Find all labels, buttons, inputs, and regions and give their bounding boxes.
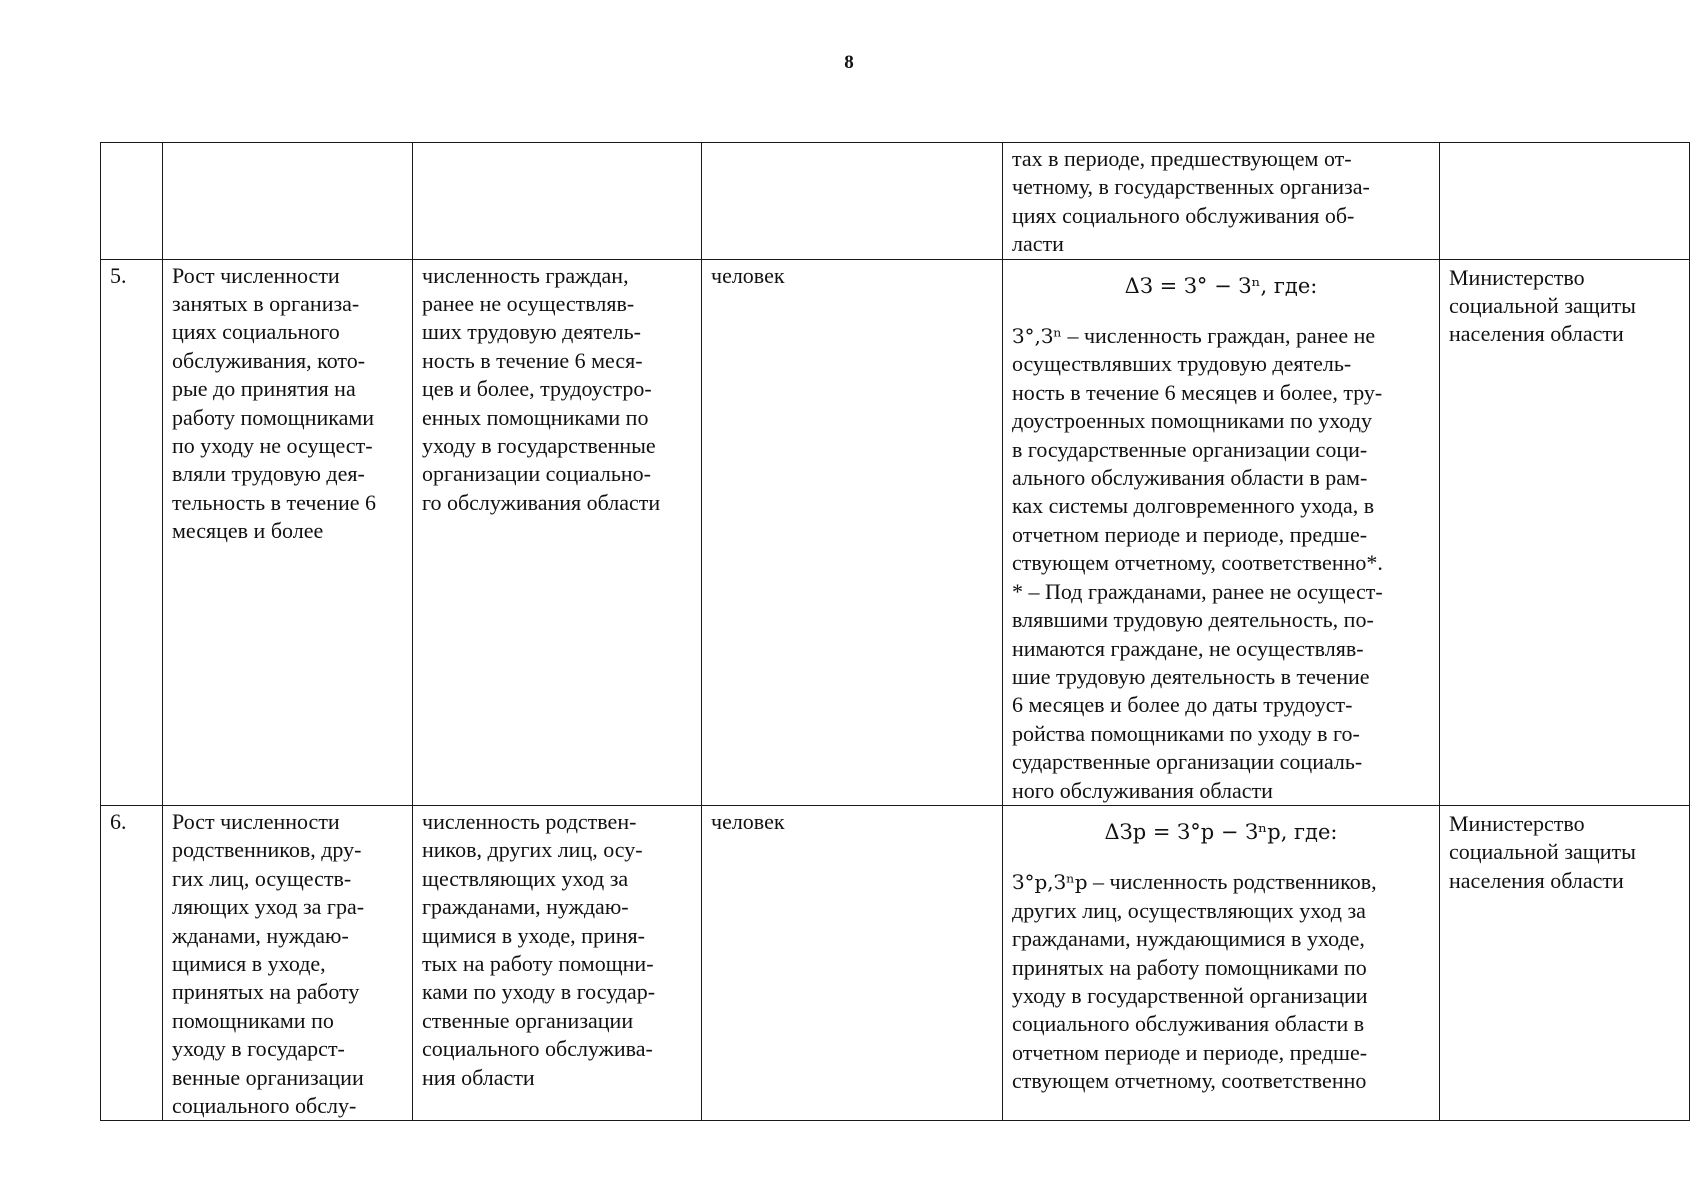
table-row [101,143,1690,260]
text-line: ществляющих уход за [422,865,629,891]
text-line: в государственные организации соци- [1012,436,1368,462]
formula: ΔЗ = З° − Зⁿ, где: [1124,273,1318,298]
text-line: организации социально- [422,461,651,487]
text-line: работу помощниками [172,404,375,430]
definition-cell [413,259,702,805]
text-line: гих лиц, осуществ- [172,865,352,891]
page-number: 8 [844,52,854,73]
text-line: ляющих уход за гра- [172,894,365,920]
text-line: З°,Зⁿ – численность граждан, ранее не [1012,323,1376,349]
text-line: социального обслужива- [422,1036,653,1062]
text-line: ников, других лиц, осу- [422,837,643,863]
text-line: ния области [422,1064,535,1090]
text-line: ройства помощниками по уходу в го- [1012,720,1360,746]
text-line: принятых на работу [172,979,360,1005]
text-line: венные организации [172,1064,364,1090]
text-line: ствующем отчетному, соответственно [1012,1068,1367,1094]
num-cell [101,143,163,260]
text-line: ками по уходу в государ- [422,979,656,1005]
text-line: уходу в государственные [422,433,656,459]
text-line: населения области [1449,321,1624,347]
text-line: влявшими трудовую деятельность, по- [1012,607,1374,633]
text-line: ранее не осуществляв- [422,291,635,317]
text-line: обслуживания, кото- [172,347,366,373]
text-line: социального обслуживания области в [1012,1011,1365,1037]
text-line: ших трудовую деятель- [422,319,641,345]
text-line: населения области [1449,867,1624,893]
unit-cell [702,143,1003,260]
method-cell [1003,805,1440,1120]
name-cell [163,259,413,805]
text-line: численность родствен- [422,808,637,834]
text-line: Рост численности [172,262,340,288]
text-line: гражданами, нуждаю- [422,894,629,920]
text-line: осуществлявших трудовую деятель- [1012,351,1352,377]
text-line: жданами, нуждаю- [172,922,349,948]
table-row [101,259,1690,805]
text-line: уходу в государственной организации [1012,982,1368,1008]
definition-cell [413,143,702,260]
text-line: рые до принятия на [172,376,356,402]
text-line: ласти [1012,231,1064,257]
text-line: четному, в государственных организа- [1012,174,1370,200]
text-line: Министерство [1449,264,1585,290]
num-cell: 5. [101,259,163,805]
text-line: уходу в государст- [172,1036,345,1062]
text-line: тельность в течение 6 [172,489,376,515]
text-line: цев и более, трудоустро- [422,376,652,402]
text-line: нимаются граждане, не осуществляв- [1012,635,1364,661]
text-line: ность в течение 6 меся- [422,347,643,373]
text-line: циях социального [172,319,340,345]
text-line: Рост численности [172,808,340,834]
text-line: отчетном периоде и периоде, предше- [1012,521,1368,547]
name-cell [163,805,413,1120]
text-line: социальной защиты [1449,839,1636,865]
formula: ΔЗр = З°р − Зⁿр, где: [1104,819,1338,844]
text-line: доустроенных помощниками по уходу [1012,408,1372,434]
text-line: месяцев и более [172,518,324,544]
unit-cell: человек [702,805,1003,1120]
text-line: гражданами, нуждающимися в уходе, [1012,926,1365,952]
text-line: * – Под гражданами, ранее не осущест- [1012,578,1383,604]
text-line: вляли трудовую дея- [172,461,365,487]
text-line: тых на работу помощни- [422,950,654,976]
text-line: З°р,Зⁿр – численность родственников, [1012,869,1377,895]
text-line: других лиц, осуществляющих уход за [1012,897,1366,923]
text-line: ках системы долговременного ухода, в [1012,493,1375,519]
text-line: тах в периоде, предшествующем от- [1012,146,1352,171]
table-row [101,805,1690,1120]
text-line: енных помощниками по [422,404,649,430]
method-cell [1003,143,1440,260]
text-line: ального обслуживания области в рам- [1012,465,1368,491]
text-line: щимися в уходе, приня- [422,922,645,948]
text-line: родственников, дру- [172,837,362,863]
text-line: по уходу не осущест- [172,433,373,459]
formula-vars: З°р,Зⁿр [1012,870,1088,895]
text-line: ственные организации [422,1007,634,1033]
text-line: Министерство [1449,810,1585,836]
text-line: ность в течение 6 месяцев и более, тру- [1012,379,1383,405]
text-line: занятых в организа- [172,291,360,317]
text-line: 6 месяцев и более до даты трудоуст- [1012,692,1353,718]
text-line: ствующем отчетному, соответственно*. [1012,550,1383,576]
text-line: социальной защиты [1449,293,1636,319]
method-cell [1003,259,1440,805]
text-line: щимися в уходе, [172,950,326,976]
text-line: отчетном периоде и периоде, предше- [1012,1039,1368,1065]
text-line: циях социального обслуживания об- [1012,202,1355,228]
formula-vars: З°,Зⁿ [1012,324,1062,349]
responsible-cell [1440,805,1690,1120]
text-line: помощниками по [172,1007,334,1033]
responsible-cell [1440,143,1690,260]
definition-cell [413,805,702,1120]
text-line: шие трудовую деятельность в течение [1012,663,1370,689]
num-cell: 6. [101,805,163,1120]
text-line: принятых на работу помощниками по [1012,954,1367,980]
unit-cell: человек [702,259,1003,805]
text-line: ного обслуживания области [1012,777,1273,803]
responsible-cell [1440,259,1690,805]
indicators-table [100,142,1690,1121]
text-line: численность граждан, [422,262,629,288]
text-line: го обслуживания области [422,489,661,515]
text-line: социального обслу- [172,1093,357,1118]
text-line: сударственные организации социаль- [1012,749,1363,775]
name-cell [163,143,413,260]
